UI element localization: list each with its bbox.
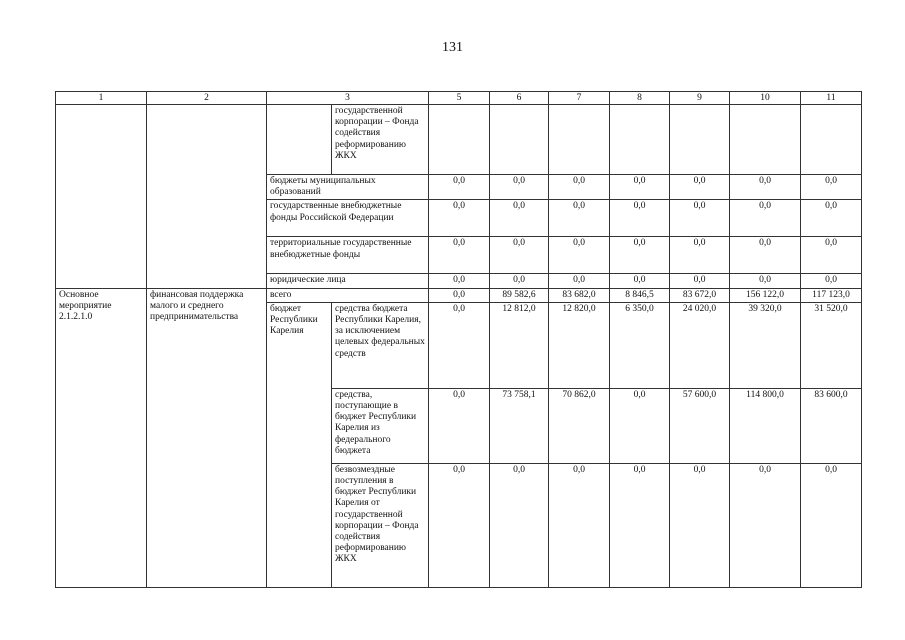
value-cell: 0,0 [429,463,490,587]
table-row [56,105,862,175]
budget-rk-label: бюджет Республики Карелия [267,302,332,587]
value-cell: 0,0 [610,463,670,587]
value-cell: 89 582,6 [490,288,549,302]
empty-cell [147,105,267,289]
value-cell: 0,0 [429,388,490,463]
value-cell: 0,0 [610,274,670,288]
value-cell: 114 800,0 [730,388,801,463]
header-cell: 8 [610,92,670,105]
header-cell: 3 [267,92,429,105]
budget-table [55,91,862,588]
empty-cell [549,105,610,175]
value-cell: 0,0 [490,200,549,237]
header-row [56,92,862,105]
row-label: государственные внебюджетные фонды Российской Федерации [267,200,429,237]
value-cell: 24 020,0 [670,302,730,388]
value-cell: 12 820,0 [549,302,610,388]
value-cell: 0,0 [429,288,490,302]
value-cell: 0,0 [610,388,670,463]
header-cell: 2 [147,92,267,105]
row-label: бюджеты муниципальных образований [267,175,429,200]
value-cell: 156 122,0 [730,288,801,302]
value-cell: 0,0 [801,237,862,274]
value-cell: 12 812,0 [490,302,549,388]
empty-cell [670,105,730,175]
value-cell: 0,0 [801,463,862,587]
value-cell: 0,0 [549,200,610,237]
empty-cell [490,105,549,175]
row-label: средства бюджета Республики Карелия, за исключением целевых федеральных средств [332,302,429,388]
header-cell: 9 [670,92,730,105]
value-cell: 117 123,0 [801,288,862,302]
value-cell: 0,0 [670,463,730,587]
value-cell: 0,0 [429,274,490,288]
table-row [56,288,862,302]
value-cell: 0,0 [730,200,801,237]
value-cell: 0,0 [490,274,549,288]
value-cell: 0,0 [549,237,610,274]
value-cell: 0,0 [730,463,801,587]
value-cell: 0,0 [730,175,801,200]
empty-cell [730,105,801,175]
value-cell: 6 350,0 [610,302,670,388]
header-cell: 10 [730,92,801,105]
value-cell: 0,0 [730,274,801,288]
value-cell: 0,0 [490,463,549,587]
value-cell: 0,0 [670,237,730,274]
page-number: 131 [442,40,463,55]
empty-cell [801,105,862,175]
value-cell: 0,0 [429,302,490,388]
empty-cell [267,105,332,175]
row-label: государственной корпорации – Фонда содействия реформированию ЖКХ [332,105,429,175]
value-cell: 0,0 [549,175,610,200]
value-cell: 0,0 [610,237,670,274]
value-cell: 83 600,0 [801,388,862,463]
value-cell: 73 758,1 [490,388,549,463]
empty-cell [610,105,670,175]
value-cell: 8 846,5 [610,288,670,302]
value-cell: 31 520,0 [801,302,862,388]
row-label: безвозмездные поступления в бюджет Республики Карелия от государственной корпорации – Фонда содействия реформированию ЖКХ [332,463,429,587]
header-cell: 11 [801,92,862,105]
value-cell: 0,0 [429,237,490,274]
empty-cell [56,105,147,289]
value-cell: 0,0 [490,175,549,200]
value-cell: 0,0 [670,274,730,288]
value-cell: 0,0 [429,200,490,237]
row-label: всего [267,288,429,302]
value-cell: 0,0 [801,274,862,288]
row-label: территориальные государственные внебюджетные фонды [267,237,429,274]
value-cell: 0,0 [610,175,670,200]
header-cell: 7 [549,92,610,105]
value-cell: 70 862,0 [549,388,610,463]
value-cell: 0,0 [730,237,801,274]
empty-cell [429,105,490,175]
value-cell: 0,0 [670,200,730,237]
value-cell: 0,0 [610,200,670,237]
value-cell: 0,0 [549,274,610,288]
value-cell: 0,0 [801,175,862,200]
value-cell: 39 320,0 [730,302,801,388]
event-description: финансовая поддержка малого и среднего предпринимательства [147,288,267,587]
value-cell: 83 682,0 [549,288,610,302]
event-name: Основное мероприятие 2.1.2.1.0 [56,288,147,587]
row-label: средства, поступающие в бюджет Республики Карелия из федерального бюджета [332,388,429,463]
header-cell: 6 [490,92,549,105]
header-cell: 5 [429,92,490,105]
row-label: юридические лица [267,274,429,288]
value-cell: 83 672,0 [670,288,730,302]
value-cell: 0,0 [490,237,549,274]
value-cell: 0,0 [549,463,610,587]
header-cell: 1 [56,92,147,105]
value-cell: 0,0 [801,200,862,237]
value-cell: 57 600,0 [670,388,730,463]
value-cell: 0,0 [429,175,490,200]
value-cell: 0,0 [670,175,730,200]
